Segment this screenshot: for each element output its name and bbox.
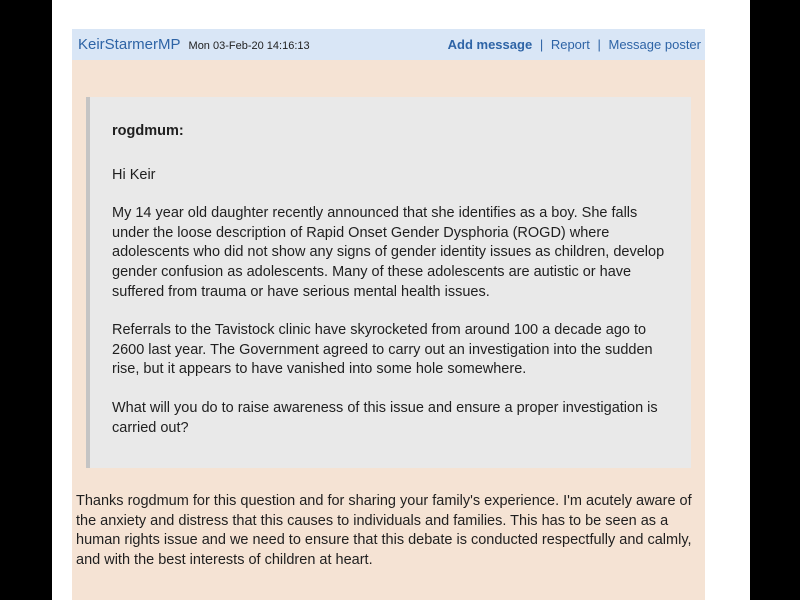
poster-name[interactable]: KeirStarmerMP bbox=[78, 36, 181, 53]
forum-post bbox=[72, 29, 705, 600]
action-separator: | bbox=[597, 37, 601, 52]
quote-paragraph: Hi Keir bbox=[112, 166, 156, 183]
post-actions bbox=[448, 37, 701, 52]
quoted-message bbox=[86, 97, 691, 468]
reply-text: Thanks rogdmum for this question and for sharing your family's experience. I'm acutely aware of the anxiety and distress that this causes to individuals and families. This has to be seen as a human rights issue and we need to ensure that this debate is conducted respectfully and calmly, and with the best interests of children at heart. bbox=[76, 493, 692, 568]
report-link[interactable]: Report bbox=[550, 37, 590, 52]
quote-paragraph: Referrals to the Tavistock clinic have skyrocketed from around 100 a decade ago to 2600 last year. The Government agreed to carry out an investigation into the sudden rise, but it appears to have vanished into some hole somewhere. bbox=[112, 322, 653, 378]
page bbox=[52, 0, 750, 600]
post-header bbox=[72, 29, 705, 60]
quote-paragraph: What will you do to raise awareness of this issue and ensure a proper investigation is carried out? bbox=[112, 399, 658, 436]
post-date: Mon 03-Feb-20 14:16:13 bbox=[188, 39, 310, 52]
action-separator: | bbox=[539, 37, 544, 52]
quote-author: rogdmum: bbox=[112, 123, 184, 139]
quote-paragraph: My 14 year old daughter recently announced that she identifies as a boy. She falls under the loose description of Rapid Onset Gender Dysphoria (ROGD) where adolescents who did not show any signs of gender identity issues as children, develop gender confusion as adolescents. Many of these adolescents are autistic or have suffered from trauma or have serious mental health issues. bbox=[112, 205, 665, 300]
message-poster-link[interactable]: Message poster bbox=[608, 37, 701, 52]
add-message-link[interactable]: Add message bbox=[447, 37, 533, 52]
